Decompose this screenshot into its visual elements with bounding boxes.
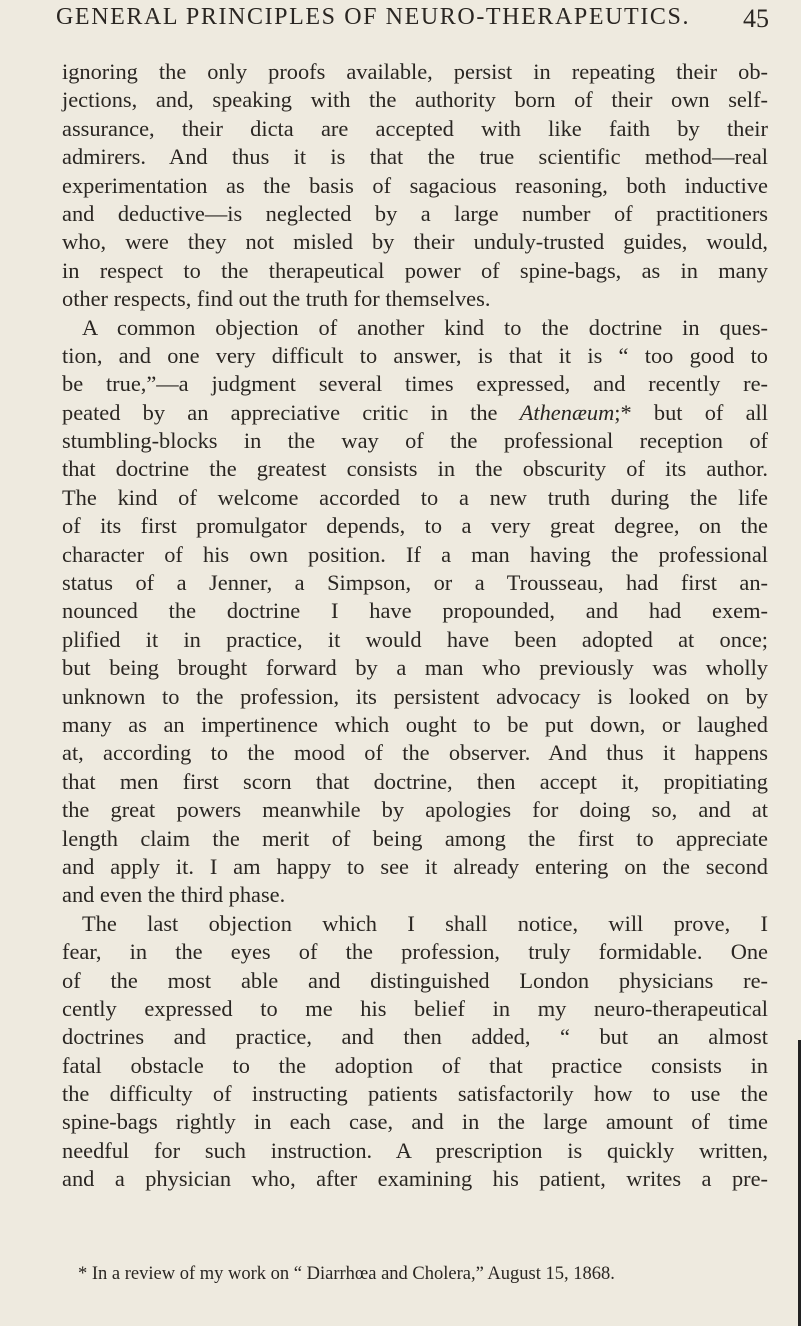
text-line: plified it in practice, it would have been adopted at once; <box>62 626 768 652</box>
italic-title: Athenæum <box>519 399 615 425</box>
text-line: A common objection of another kind to the doctrine in ques- <box>82 314 768 340</box>
text-line: and deductive—is neglected by a large number of practitioners <box>62 200 768 226</box>
text-line: The last objection which I shall notice, will prove, I <box>82 910 768 936</box>
text-line: status of a Jenner, a Simpson, or a Trousseau, had first an- <box>62 570 768 596</box>
text-line: unknown to the profession, its persistent advocacy is looked on by <box>62 683 768 709</box>
text-line: nounced the doctrine I have propounded, and had exem- <box>62 598 768 624</box>
text-line: other respects, find out the truth for themselves. <box>62 286 491 312</box>
text-line: many as an impertinence which ought to be put down, or laughed <box>62 711 768 737</box>
text-line: length claim the merit of being among the first to appreciate <box>62 825 768 851</box>
text-line: peated by an appreciative critic in the Athenæum;* but of all <box>62 399 768 425</box>
page-header <box>56 4 769 38</box>
text-line: tion, and one very difficult to answer, is that it is “ too good to <box>62 342 768 368</box>
text-line: in respect to the therapeutical power of spine-bags, as in many <box>62 257 768 283</box>
text-line: cently expressed to me his belief in my neuro-therapeutical <box>62 995 768 1021</box>
footnote: * In a review of my work on “ Diarrhœa and Cholera,” August 15, 1868. <box>78 1264 615 1284</box>
text-line: the great powers meanwhile by apologies for doing so, and at <box>62 797 768 823</box>
text-line: stumbling-blocks in the way of the professional reception of <box>62 428 768 454</box>
text-line: but being brought forward by a man who previously was wholly <box>62 655 768 681</box>
text-line: ignoring the only proofs available, persist in repeating their ob- <box>62 59 768 84</box>
text-line: character of his own position. If a man having the professional <box>62 541 768 567</box>
text-line: who, were they not misled by their unduly-trusted guides, would, <box>62 229 768 255</box>
page-number: 45 <box>743 4 769 33</box>
text-line: fatal obstacle to the adoption of that practice consists in <box>62 1052 768 1078</box>
text-line: admirers. And thus it is that the true scientific method—real <box>62 144 768 170</box>
text-line: of the most able and distinguished London physicians re- <box>62 967 768 993</box>
text-line: the difficulty of instructing patients satisfactorily how to use the <box>62 1081 768 1107</box>
text-line: fear, in the eyes of the profession, truly formidable. One <box>62 939 768 965</box>
text-line: at, according to the mood of the observer. And thus it happens <box>62 740 768 766</box>
text-line: of its first promulgator depends, to a very great degree, on the <box>62 513 768 539</box>
body-text <box>62 58 768 1194</box>
text-line: that doctrine the greatest consists in the obscurity of its author. <box>62 456 768 482</box>
text-line: needful for such instruction. A prescription is quickly written, <box>62 1137 768 1163</box>
text-line: be true,”—a judgment several times expressed, and recently re- <box>62 371 768 397</box>
text-line: and even the third phase. <box>62 882 286 908</box>
text-line: spine-bags rightly in each case, and in the large amount of time <box>62 1109 768 1135</box>
text-line: experimentation as the basis of sagacious reasoning, both inductive <box>62 172 768 198</box>
text-line: and a physician who, after examining his patient, writes a pre- <box>62 1166 768 1192</box>
text-line: doctrines and practice, and then added, “ but an almost <box>62 1024 768 1050</box>
text-line: The kind of welcome accorded to a new truth during the life <box>62 484 768 510</box>
text-line: assurance, their dicta are accepted with like faith by their <box>62 115 768 141</box>
running-title: GENERAL PRINCIPLES OF NEURO-THERAPEUTICS. <box>56 4 691 30</box>
text-line: and apply it. I am happy to see it already entering on the second <box>62 853 768 879</box>
text-line: jections, and, speaking with the authority born of their own self- <box>62 87 768 113</box>
text-line: that men first scorn that doctrine, then accept it, propitiating <box>62 768 768 794</box>
